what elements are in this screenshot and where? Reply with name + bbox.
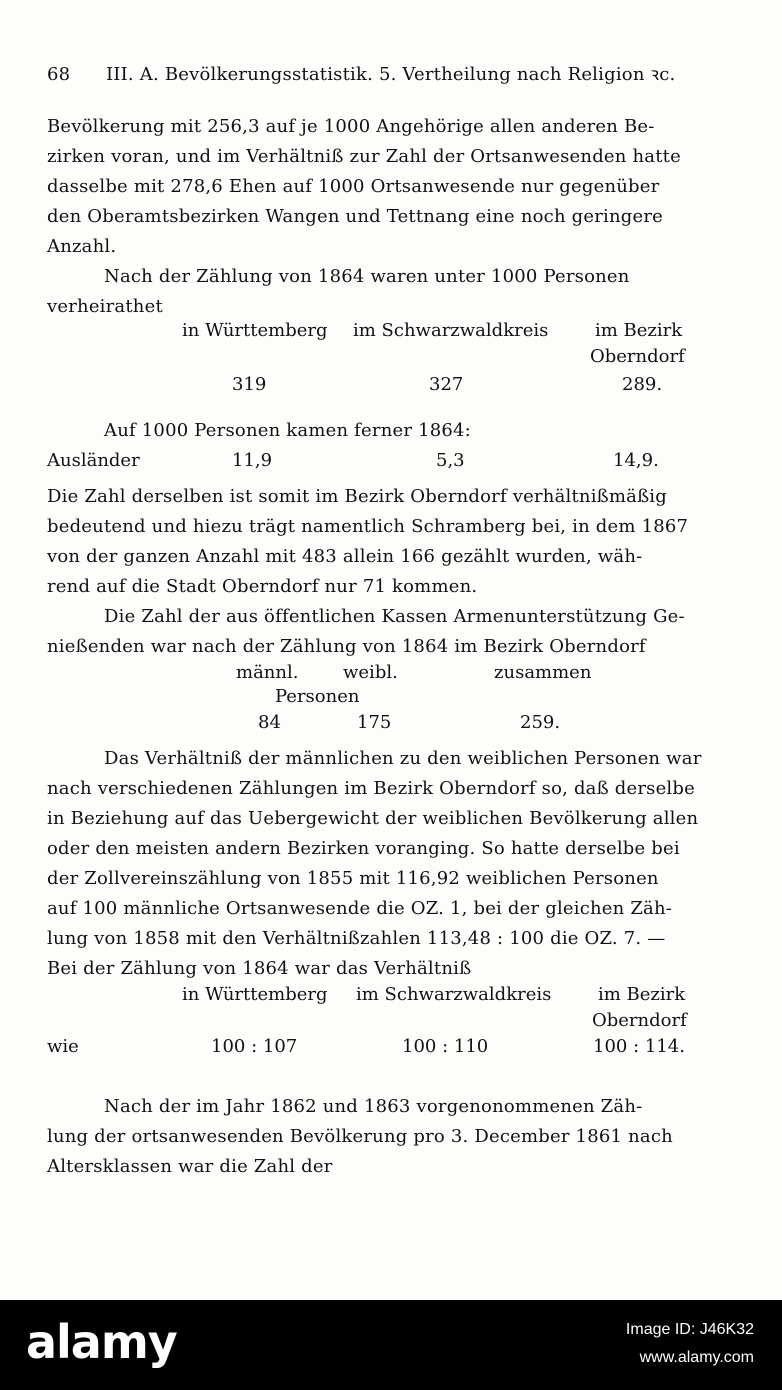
- table3-col-header: in Württemberg: [182, 984, 328, 1005]
- table1-value: 289.: [622, 374, 663, 395]
- table1-value: 319: [232, 374, 267, 395]
- table1-value: 327: [429, 374, 464, 395]
- table2-value: 175: [357, 712, 392, 733]
- image-id-label: Image ID: J46K32: [625, 1321, 754, 1338]
- page-number: 68: [47, 64, 71, 85]
- paragraph-line: nach verschiedenen Zählungen im Bezirk Oberndorf so, daß derselbe: [47, 778, 695, 799]
- table1-col-header: im Schwarzwaldkreis: [353, 320, 549, 341]
- paragraph-line: bedeutend und hiezu trägt namentlich Schramberg bei, in dem 1867: [47, 516, 689, 537]
- paragraph-line: Anzahl.: [47, 236, 117, 257]
- paragraph-line: Die Zahl derselben ist somit im Bezirk Oberndorf verhältnißmäßig: [47, 486, 667, 507]
- alamy-logo: alamy: [26, 1315, 177, 1369]
- paragraph-line: Die Zahl der aus öffentlichen Kassen Armenunterstützung Ge-: [104, 606, 685, 627]
- paragraph-line: nießenden war nach der Zählung von 1864 im Bezirk Oberndorf: [47, 636, 646, 657]
- table2-value: 84: [258, 712, 281, 733]
- table1-col-header: in Württemberg: [182, 320, 328, 341]
- table2-col-header: weibl.: [343, 662, 398, 683]
- stock-footer-banner: [0, 1300, 782, 1390]
- paragraph-line: dasselbe mit 278,6 Ehen auf 1000 Ortsanwesende nur gegenüber: [47, 176, 660, 197]
- table3-label: wie: [47, 1036, 79, 1057]
- paragraph-line: in Beziehung auf das Uebergewicht der weiblichen Bevölkerung allen: [47, 808, 699, 829]
- paragraph-line: verheirathet: [47, 296, 163, 317]
- table3-value: 100 : 107: [211, 1036, 298, 1057]
- paragraph-line: Nach der im Jahr 1862 und 1863 vorgenonommenen Zäh-: [104, 1096, 643, 1117]
- table1-col-header: im Bezirk: [595, 320, 683, 341]
- table3-col-header: Oberndorf: [592, 1010, 687, 1031]
- paragraph-line: der Zollvereinszählung von 1855 mit 116,92 weiblichen Personen: [47, 868, 659, 889]
- paragraph-line: rend auf die Stadt Oberndorf nur 71 kommen.: [47, 576, 478, 597]
- table3-value: 100 : 110: [402, 1036, 489, 1057]
- paragraph-line: Das Verhältniß der männlichen zu den weiblichen Personen war: [104, 748, 702, 769]
- paragraph-line: oder den meisten andern Bezirken voranging. So hatte derselbe bei: [47, 838, 680, 859]
- auslaender-value: 14,9.: [613, 450, 659, 471]
- paragraph-line: von der ganzen Anzahl mit 483 allein 166 gezählt wurden, wäh-: [47, 546, 643, 567]
- table2-col-header: männl.: [236, 662, 299, 683]
- auslaender-value: 11,9: [232, 450, 273, 471]
- paragraph-line: Auf 1000 Personen kamen ferner 1864:: [104, 420, 471, 441]
- auslaender-value: 5,3: [436, 450, 465, 471]
- auslaender-label: Ausländer: [47, 450, 140, 471]
- paragraph-line: lung der ortsanwesenden Bevölkerung pro 3. December 1861 nach: [47, 1126, 673, 1147]
- table2-subheader: Personen: [275, 686, 360, 707]
- table3-col-header: im Schwarzwaldkreis: [356, 984, 552, 1005]
- table1-col-header: Oberndorf: [590, 346, 685, 367]
- site-url: www.alamy.com: [639, 1349, 754, 1366]
- running-title: III. A. Bevölkerungsstatistik. 5. Vertheilung nach Religion ꝛc.: [106, 64, 676, 85]
- paragraph-line: lung von 1858 mit den Verhältnißzahlen 113,48 : 100 die OZ. 7. —: [47, 928, 666, 949]
- paragraph-line: Altersklassen war die Zahl der: [47, 1156, 333, 1177]
- paragraph-line: Nach der Zählung von 1864 waren unter 1000 Personen: [104, 266, 630, 287]
- paragraph-line: den Oberamtsbezirken Wangen und Tettnang eine noch geringere: [47, 206, 664, 227]
- paragraph-line: Bei der Zählung von 1864 war das Verhältniß: [47, 958, 472, 979]
- paragraph-line: zirken voran, und im Verhältniß zur Zahl der Ortsanwesenden hatte: [47, 146, 681, 167]
- table3-col-header: im Bezirk: [598, 984, 686, 1005]
- table2-value: 259.: [520, 712, 561, 733]
- table2-col-header: zusammen: [494, 662, 592, 683]
- table3-value: 100 : 114.: [593, 1036, 685, 1057]
- paragraph-line: Bevölkerung mit 256,3 auf je 1000 Angehörige allen anderen Be-: [47, 116, 655, 137]
- paragraph-line: auf 100 männliche Ortsanwesende die OZ. 1, bei der gleichen Zäh-: [47, 898, 673, 919]
